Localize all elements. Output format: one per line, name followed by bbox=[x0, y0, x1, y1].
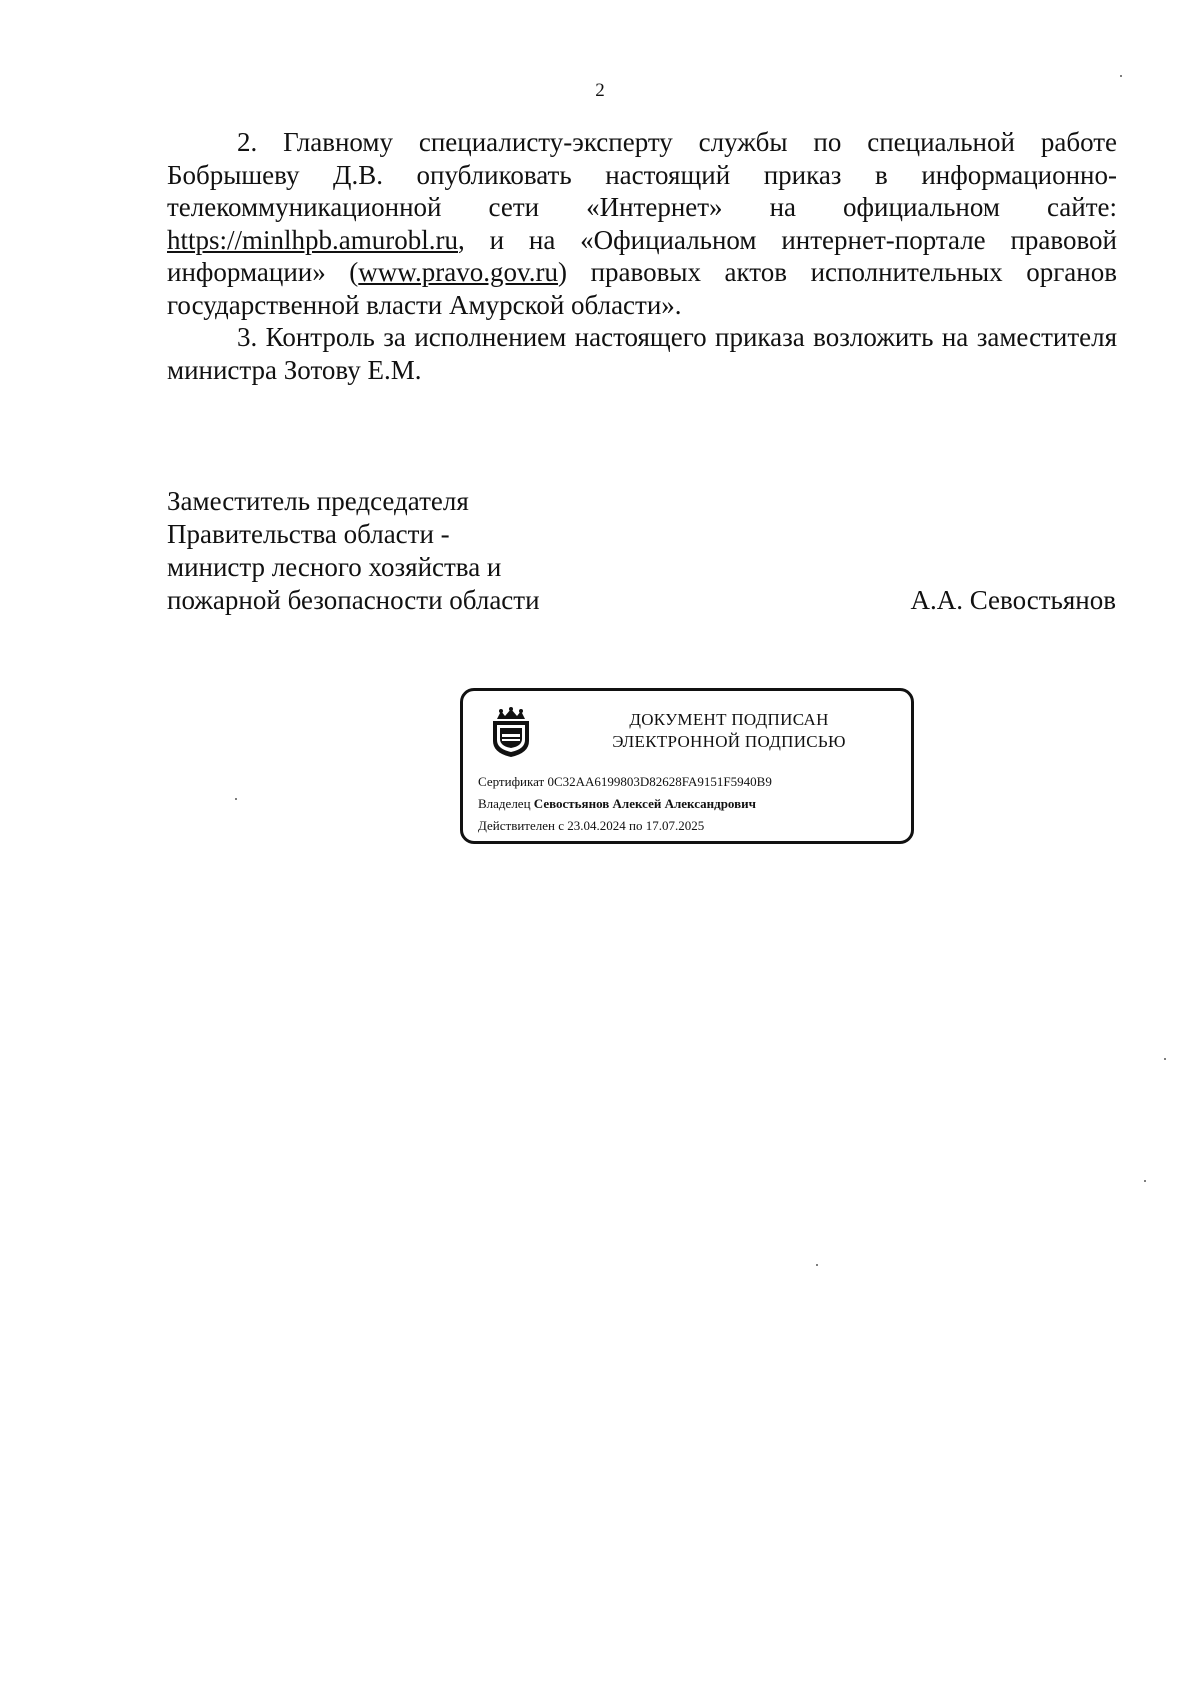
stamp-header-line-2: ЭЛЕКТРОННОЙ ПОДПИСЬЮ bbox=[612, 732, 846, 751]
owner-row bbox=[478, 793, 772, 815]
valid-from: 23.04.2024 bbox=[567, 818, 626, 833]
paragraph-3: 3. Контроль за исполнением настоящего приказа возложить на заместителя министра Зотову Е.М. bbox=[167, 322, 1117, 385]
scan-speck bbox=[816, 1264, 818, 1266]
certificate-row bbox=[478, 771, 772, 793]
valid-to: 17.07.2025 bbox=[645, 818, 705, 833]
paragraph-2-middle: , и на «Официальном интернет-портале правовой информации» ( bbox=[167, 224, 1117, 287]
page-number: 2 bbox=[595, 80, 605, 101]
paragraph-2 bbox=[167, 126, 1117, 321]
signatory-line-4: пожарной безопасности области bbox=[167, 585, 540, 615]
paragraph-2-text: 2. Главному специалисту-эксперту службы по специальной работе Бобрышеву Д.В. опубликовать настоящий приказ в информационно-телекоммуникационной сети «Интернет» на официальном сайте: bbox=[167, 127, 1117, 222]
ministry-site-link[interactable]: https://minlhpb.amurobl.ru bbox=[167, 224, 458, 255]
signer-name: А.А. Севостьянов bbox=[910, 585, 1116, 615]
signatory-line-2: Правительства области - bbox=[167, 519, 450, 549]
stamp-details bbox=[478, 771, 772, 837]
certificate-value: 0C32AA6199803D82628FA9151F5940B9 bbox=[547, 774, 772, 789]
signatory-line-1: Заместитель председателя bbox=[167, 486, 469, 516]
pravo-portal-link[interactable]: www.pravo.gov.ru bbox=[358, 257, 559, 287]
order-body bbox=[167, 126, 1117, 386]
scan-speck bbox=[235, 798, 237, 800]
stamp-header-line-1: ДОКУМЕНТ ПОДПИСАН bbox=[629, 710, 829, 729]
scan-speck bbox=[1144, 1180, 1146, 1182]
signatory-title bbox=[167, 485, 540, 617]
paragraph-2-end: ) правовых актов исполнительных органов государственной власти Амурской области». bbox=[167, 257, 1117, 320]
owner-label: Владелец bbox=[478, 796, 531, 811]
valid-label: Действителен с bbox=[478, 818, 564, 833]
stamp-header bbox=[559, 709, 899, 753]
signatory-line-3: министр лесного хозяйства и bbox=[167, 552, 502, 582]
scan-speck bbox=[1120, 75, 1122, 77]
electronic-signature-stamp bbox=[460, 688, 914, 844]
coat-of-arms-icon bbox=[489, 707, 533, 759]
validity-row bbox=[478, 815, 772, 837]
certificate-label: Сертификат bbox=[478, 774, 545, 789]
valid-to-label: по bbox=[629, 818, 643, 833]
owner-value: Севостьянов Алексей Александрович bbox=[533, 796, 756, 811]
scan-speck bbox=[1164, 1058, 1166, 1060]
